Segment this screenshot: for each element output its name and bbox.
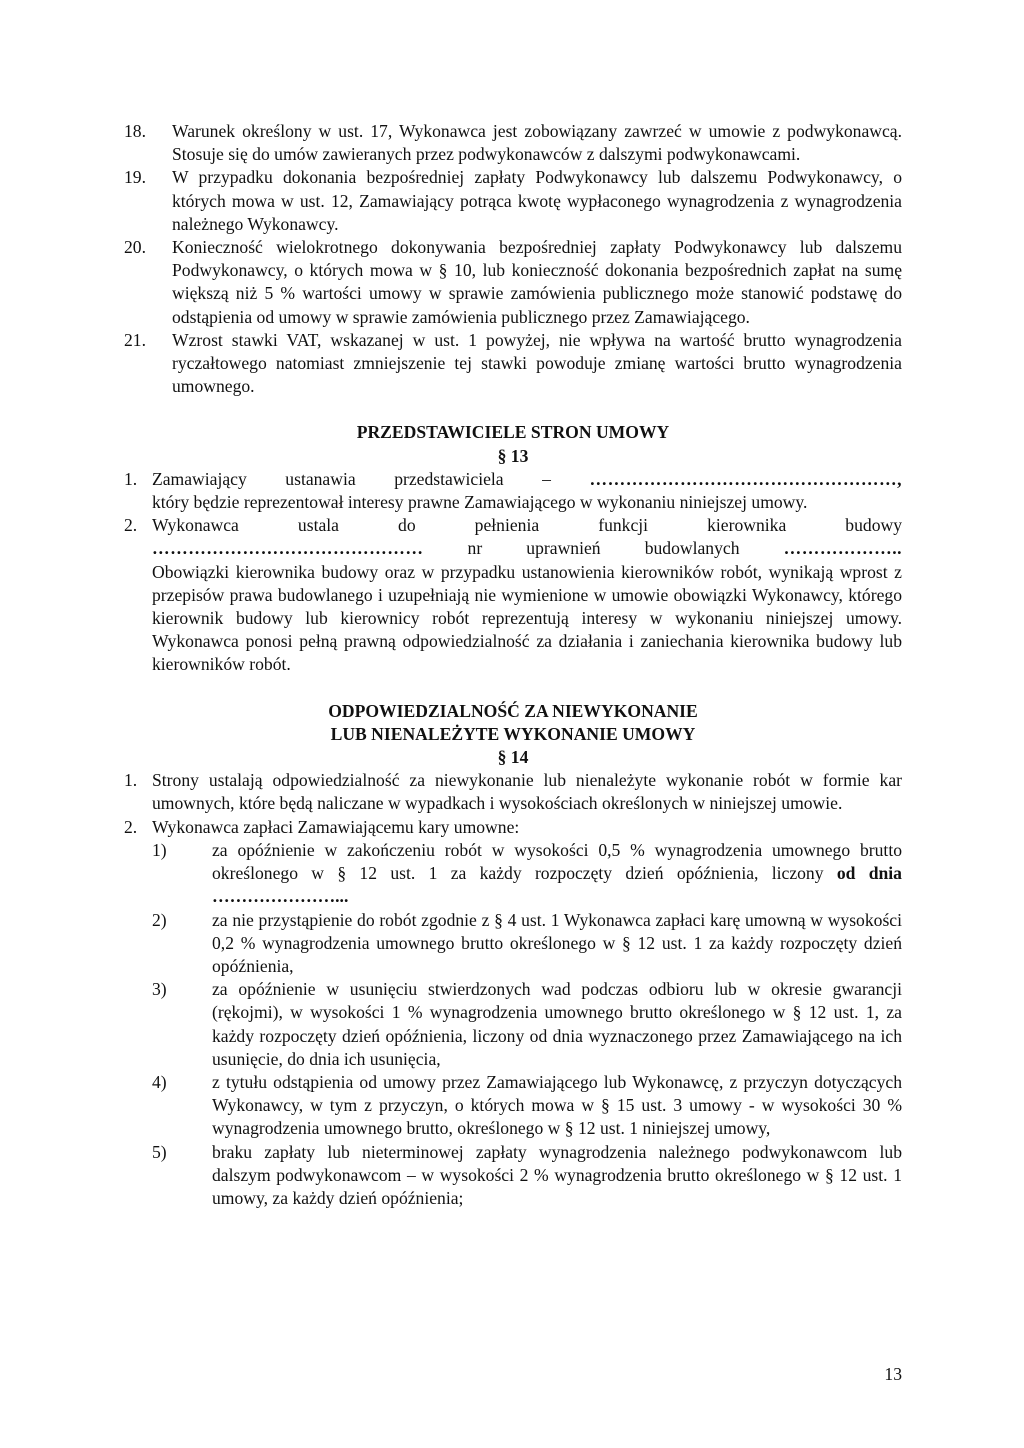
page-number: 13 [884, 1364, 902, 1384]
section-title: ODPOWIEDZIALNOŚĆ ZA NIEWYKONANIE [328, 700, 698, 721]
list-item [124, 514, 902, 676]
item-text: Obowiązki kierownika budowy oraz w przypadku ustanowienia kierowników robót, wynikają wprost z przepisów prawa budowlanego i uzupełniają nie wymienione w umowie obowiązki Wykonawcy, którego kierownik budowy lub kierownicy robót reprezentują interesy w wykonaniu niniejszej umowy. Wykonawca ponosi pełną prawną odpowiedzialność za działania i zaniechania kierownika budowy lub kierowników robót. [152, 561, 902, 675]
spacer [124, 677, 902, 700]
item-number: 18. [124, 121, 146, 141]
blank-field: ……………………………………………, [589, 468, 902, 489]
spacer [124, 398, 902, 421]
item-text: za opóźnienie w usunięciu stwierdzonych wad podczas odbioru lub w okresie gwarancji (rękojmi), w wysokości 1 % wynagrodzenia umownego brutto określonego w § 12 ust. 1, za każdy rozpoczęty dzień opóźnienia, liczony od dnia wyznaczonego przez Zamawiającego na ich usunięcie, do dnia ich usunięcia, [212, 979, 902, 1069]
list-item [124, 236, 902, 329]
list-item [124, 120, 902, 166]
item-number: 2. [124, 515, 138, 536]
list-item [124, 816, 902, 839]
item-number: 3) [152, 979, 167, 1000]
section-paragraph-sign: § 14 [497, 747, 529, 768]
item-number: 4) [152, 1071, 167, 1092]
item-text: Strony ustalają odpowiedzialność za niewykonanie lub nienależyte wykonanie robót w formie kar umownych, które będą naliczane w wypadkach i wysokościach określonych w niniejszej umowie. [152, 770, 902, 814]
item-number: 20. [124, 237, 146, 258]
sub-list-item [152, 909, 902, 979]
sub-list-item [152, 1071, 902, 1141]
item-text: który będzie reprezentował interesy prawne Zamawiającego w wykonaniu niniejszej umowy. [152, 492, 808, 513]
item-bold-tail: od dnia …………………... [212, 863, 902, 907]
sub-list-item [152, 978, 902, 1071]
item-number: 21. [124, 329, 146, 350]
item-line: Wykonawca ustala do pełnienia funkcji kierownika budowy [152, 515, 902, 536]
list-item [124, 468, 902, 514]
item-text: W przypadku dokonania bezpośredniej zapłaty Podwykonawcy lub dalszemu Podwykonawcy, o których mowa w ust. 12, Zamawiający potrąca kwotę wypłaconego wynagrodzenia z wynagrodzenia należnego Wykonawcy. [172, 167, 902, 234]
item-text: za nie przystąpienie do robót zgodnie z § 4 ust. 1 Wykonawca zapłaci karę umowną w wysokości 0,2 % wynagrodzenia umownego brutto określonego w § 12 ust. 1 za każdy rozpoczęty dzień opóźnienia, [212, 909, 902, 976]
page-content [124, 120, 902, 1210]
list-item [124, 769, 902, 815]
item-number: 2) [152, 909, 167, 930]
blank-field: ……………….. [783, 538, 902, 559]
section-title: LUB NIENALEŻYTE WYKONANIE UMOWY [330, 723, 696, 744]
list-item [124, 166, 902, 236]
item-number: 5) [152, 1141, 167, 1162]
item-text: braku zapłaty lub nieterminowej zapłaty wynagrodzenia należnego podwykonawcom lub dalszym podwykonawcom – w wysokości 2 % wynagrodzenia brutto określonego w § 12 ust. 1 umowy, za każdy dzień opóźnienia; [212, 1141, 902, 1208]
item-text: Zamawiający ustanawia przedstawiciela – [152, 468, 551, 489]
item-text: Warunek określony w ust. 17, Wykonawca jest zobowiązany zawrzeć w umowie z podwykonawcą. Stosuje się do umów zawieranych przez podwykonawców z dalszymi podwykonawcami. [172, 121, 902, 165]
item-text: z tytułu odstąpienia od umowy przez Zamawiającego lub Wykonawcę, z przyczyn dotyczących Wykonawcy, w tym z przyczyn, o których mowa w § 15 ust. 3 umowy - w wysokości 30 % wynagrodzenia umownego brutto, określonego w § 12 ust. 1 niniejszej umowy, [212, 1071, 902, 1139]
item-text: nr uprawnień budowlanych [467, 538, 740, 559]
section-paragraph-sign: § 13 [497, 445, 529, 466]
item-number: 2. [124, 816, 138, 837]
item-number: 1. [124, 770, 138, 791]
blank-field: ……………………………………… [152, 538, 424, 559]
item-line [152, 537, 902, 560]
item-text: Wykonawca zapłaci Zamawiającemu kary umowne: [152, 816, 520, 837]
item-text: za opóźnienie w zakończeniu robót w wysokości 0,5 % wynagrodzenia umownego brutto określonego w § 12 ust. 1 za każdy rozpoczęty dzień opóźnienia, liczony [212, 839, 902, 884]
section-title: PRZEDSTAWICIELE STRON UMOWY [356, 422, 670, 443]
item-line [152, 468, 902, 491]
sub-list-item [152, 1141, 902, 1211]
item-text: Wzrost stawki VAT, wskazanej w ust. 1 powyżej, nie wpływa na wartość brutto wynagrodzenia ryczałtowego natomiast zmniejszenie tej stawki powoduje zmianę wartości brutto wynagrodzenia umownego. [172, 329, 902, 397]
sub-list-item [152, 839, 902, 909]
item-number: 1. [124, 468, 138, 489]
list-item [124, 329, 902, 399]
item-text: Konieczność wielokrotnego dokonywania bezpośredniej zapłaty Podwykonawcy lub dalszemu Podwykonawcy, o których mowa w § 10, lub konieczność dokonania bezpośrednich zapłat na sumę większą niż 5 % wartości umowy w sprawie zamówienia publicznego może stanowić podstawę do odstąpienia od umowy w sprawie zamówienia publicznego przez Zamawiającego. [172, 237, 902, 327]
item-number: 19. [124, 167, 146, 188]
item-number: 1) [152, 839, 167, 860]
